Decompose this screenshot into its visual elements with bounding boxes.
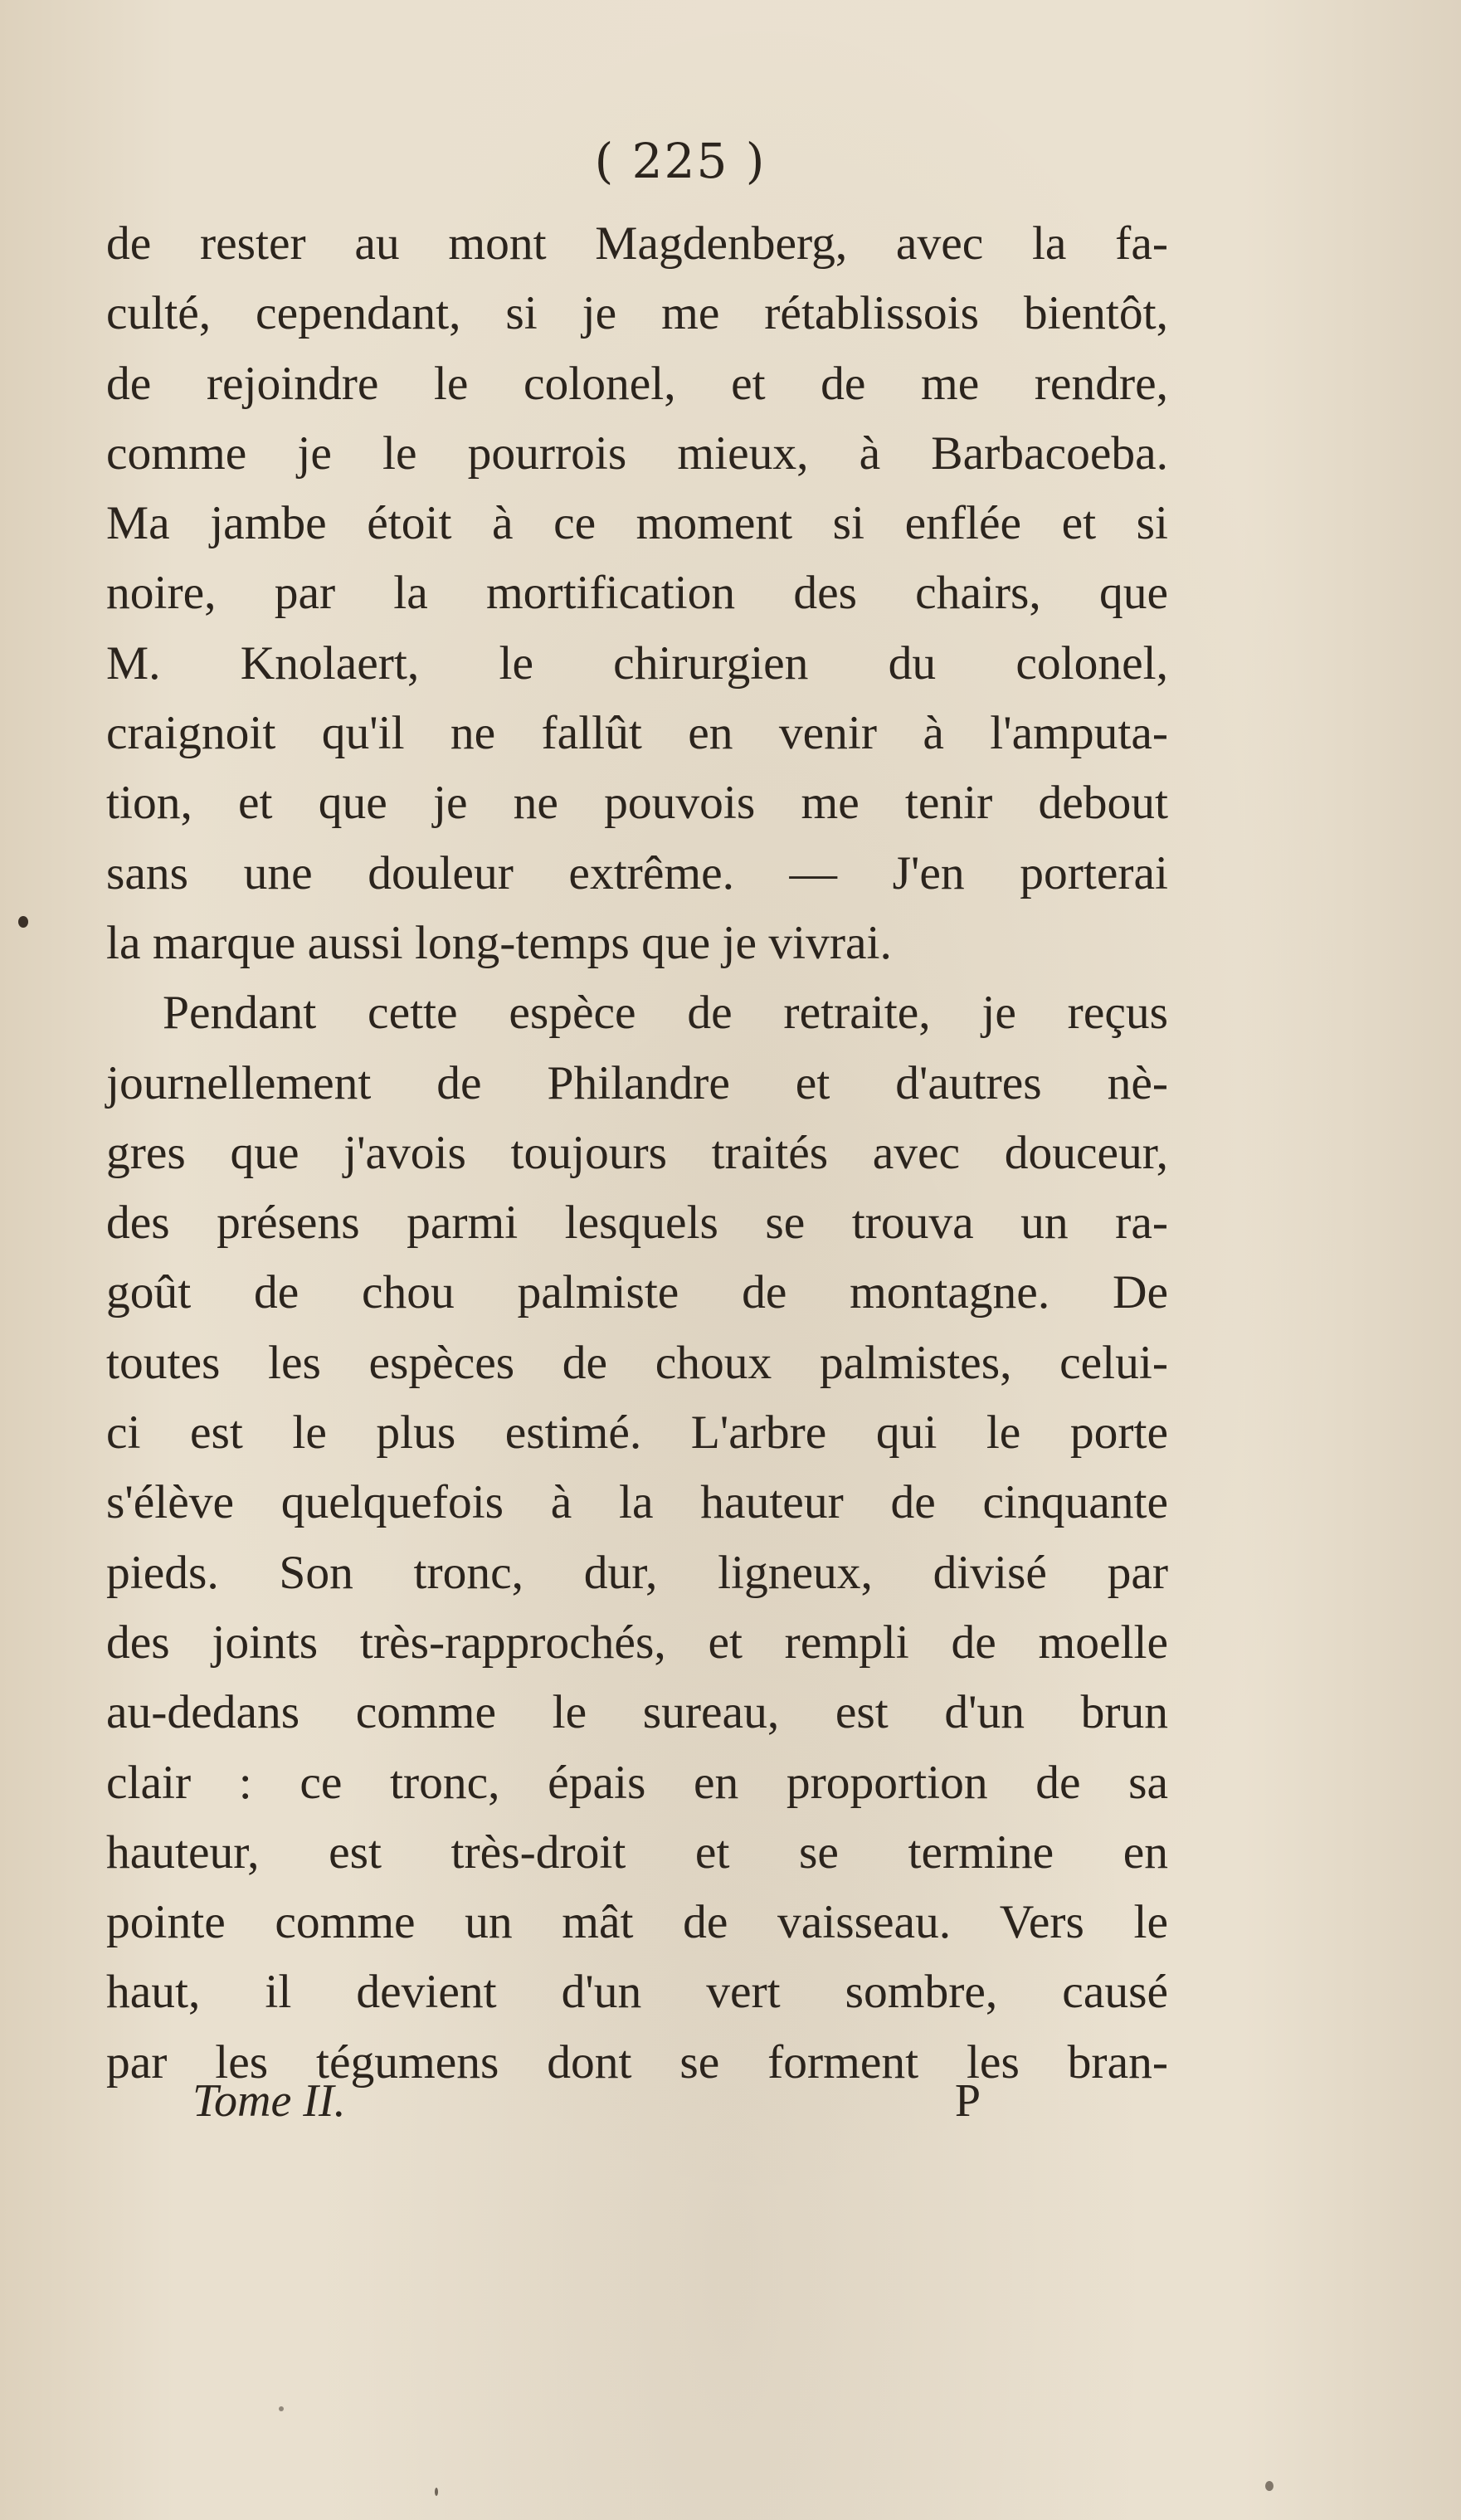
- text-line: ci est le plus estimé. L'arbre qui le porte: [106, 1406, 1168, 1460]
- text-line: craignoit qu'il ne fallût en venir à l'amputa-: [106, 707, 1168, 760]
- paper-speck: [1265, 2481, 1274, 2491]
- text-line: Ma jambe étoit à ce moment si enflée et si: [106, 497, 1168, 550]
- body-text: [106, 209, 1168, 2098]
- text-line: goût de chou palmiste de montagne. De: [106, 1266, 1168, 1319]
- page-footer: [192, 2074, 981, 2128]
- paper-speck: [18, 916, 28, 928]
- text-line: haut, il devient d'un vert sombre, causé: [106, 1966, 1168, 2019]
- text-line: clair : ce tronc, épais en proportion de sa: [106, 1756, 1168, 1809]
- text-line: de rejoindre le colonel, et de me rendre,: [106, 357, 1168, 410]
- text-line: pointe comme un mât de vaisseau. Vers le: [106, 1896, 1168, 1949]
- text-line: la marque aussi long-temps que je vivrai.: [106, 916, 892, 969]
- paper-speck: [435, 2488, 438, 2496]
- text-line: journellement de Philandre et d'autres nè-: [106, 1056, 1168, 1109]
- page-number: ( 225 ): [594, 133, 767, 189]
- text-line: gres que j'avois toujours traités avec douceur,: [106, 1126, 1168, 1179]
- text-line: au-dedans comme le sureau, est d'un brun: [106, 1686, 1168, 1739]
- signature-mark: P: [954, 2075, 981, 2127]
- text-line: toutes les espèces de choux palmistes, celui-: [106, 1336, 1168, 1389]
- text-line: des joints très-rapprochés, et rempli de moelle: [106, 1616, 1168, 1669]
- text-line: par les tégumens dont se forment les bran-: [106, 2035, 1168, 2089]
- text-line: M. Knolaert, le chirurgien du colonel,: [106, 636, 1168, 690]
- paper-speck: [279, 2406, 284, 2411]
- text-line: de rester au mont Magdenberg, avec la fa-: [106, 217, 1168, 270]
- text-line: s'élève quelquefois à la hauteur de cinquante: [106, 1476, 1168, 1529]
- text-line: comme je le pourrois mieux, à Barbacoeba.: [106, 426, 1168, 480]
- text-line: pieds. Son tronc, dur, ligneux, divisé par: [106, 1546, 1168, 1599]
- text-line: tion, et que je ne pouvois me tenir debout: [106, 777, 1168, 830]
- text-line: noire, par la mortification des chairs, que: [106, 567, 1168, 620]
- text-line: culté, cependant, si je me rétablissois bientôt,: [106, 287, 1168, 340]
- text-line: Pendant cette espèce de retraite, je reçus: [163, 987, 1168, 1040]
- volume-label: Tome II.: [192, 2075, 346, 2127]
- text-line: hauteur, est très-droit et se termine en: [106, 1825, 1168, 1879]
- text-line: sans une douleur extrême. — J'en porterai: [106, 846, 1168, 899]
- text-line: des présens parmi lesquels se trouva un ra-: [106, 1197, 1168, 1250]
